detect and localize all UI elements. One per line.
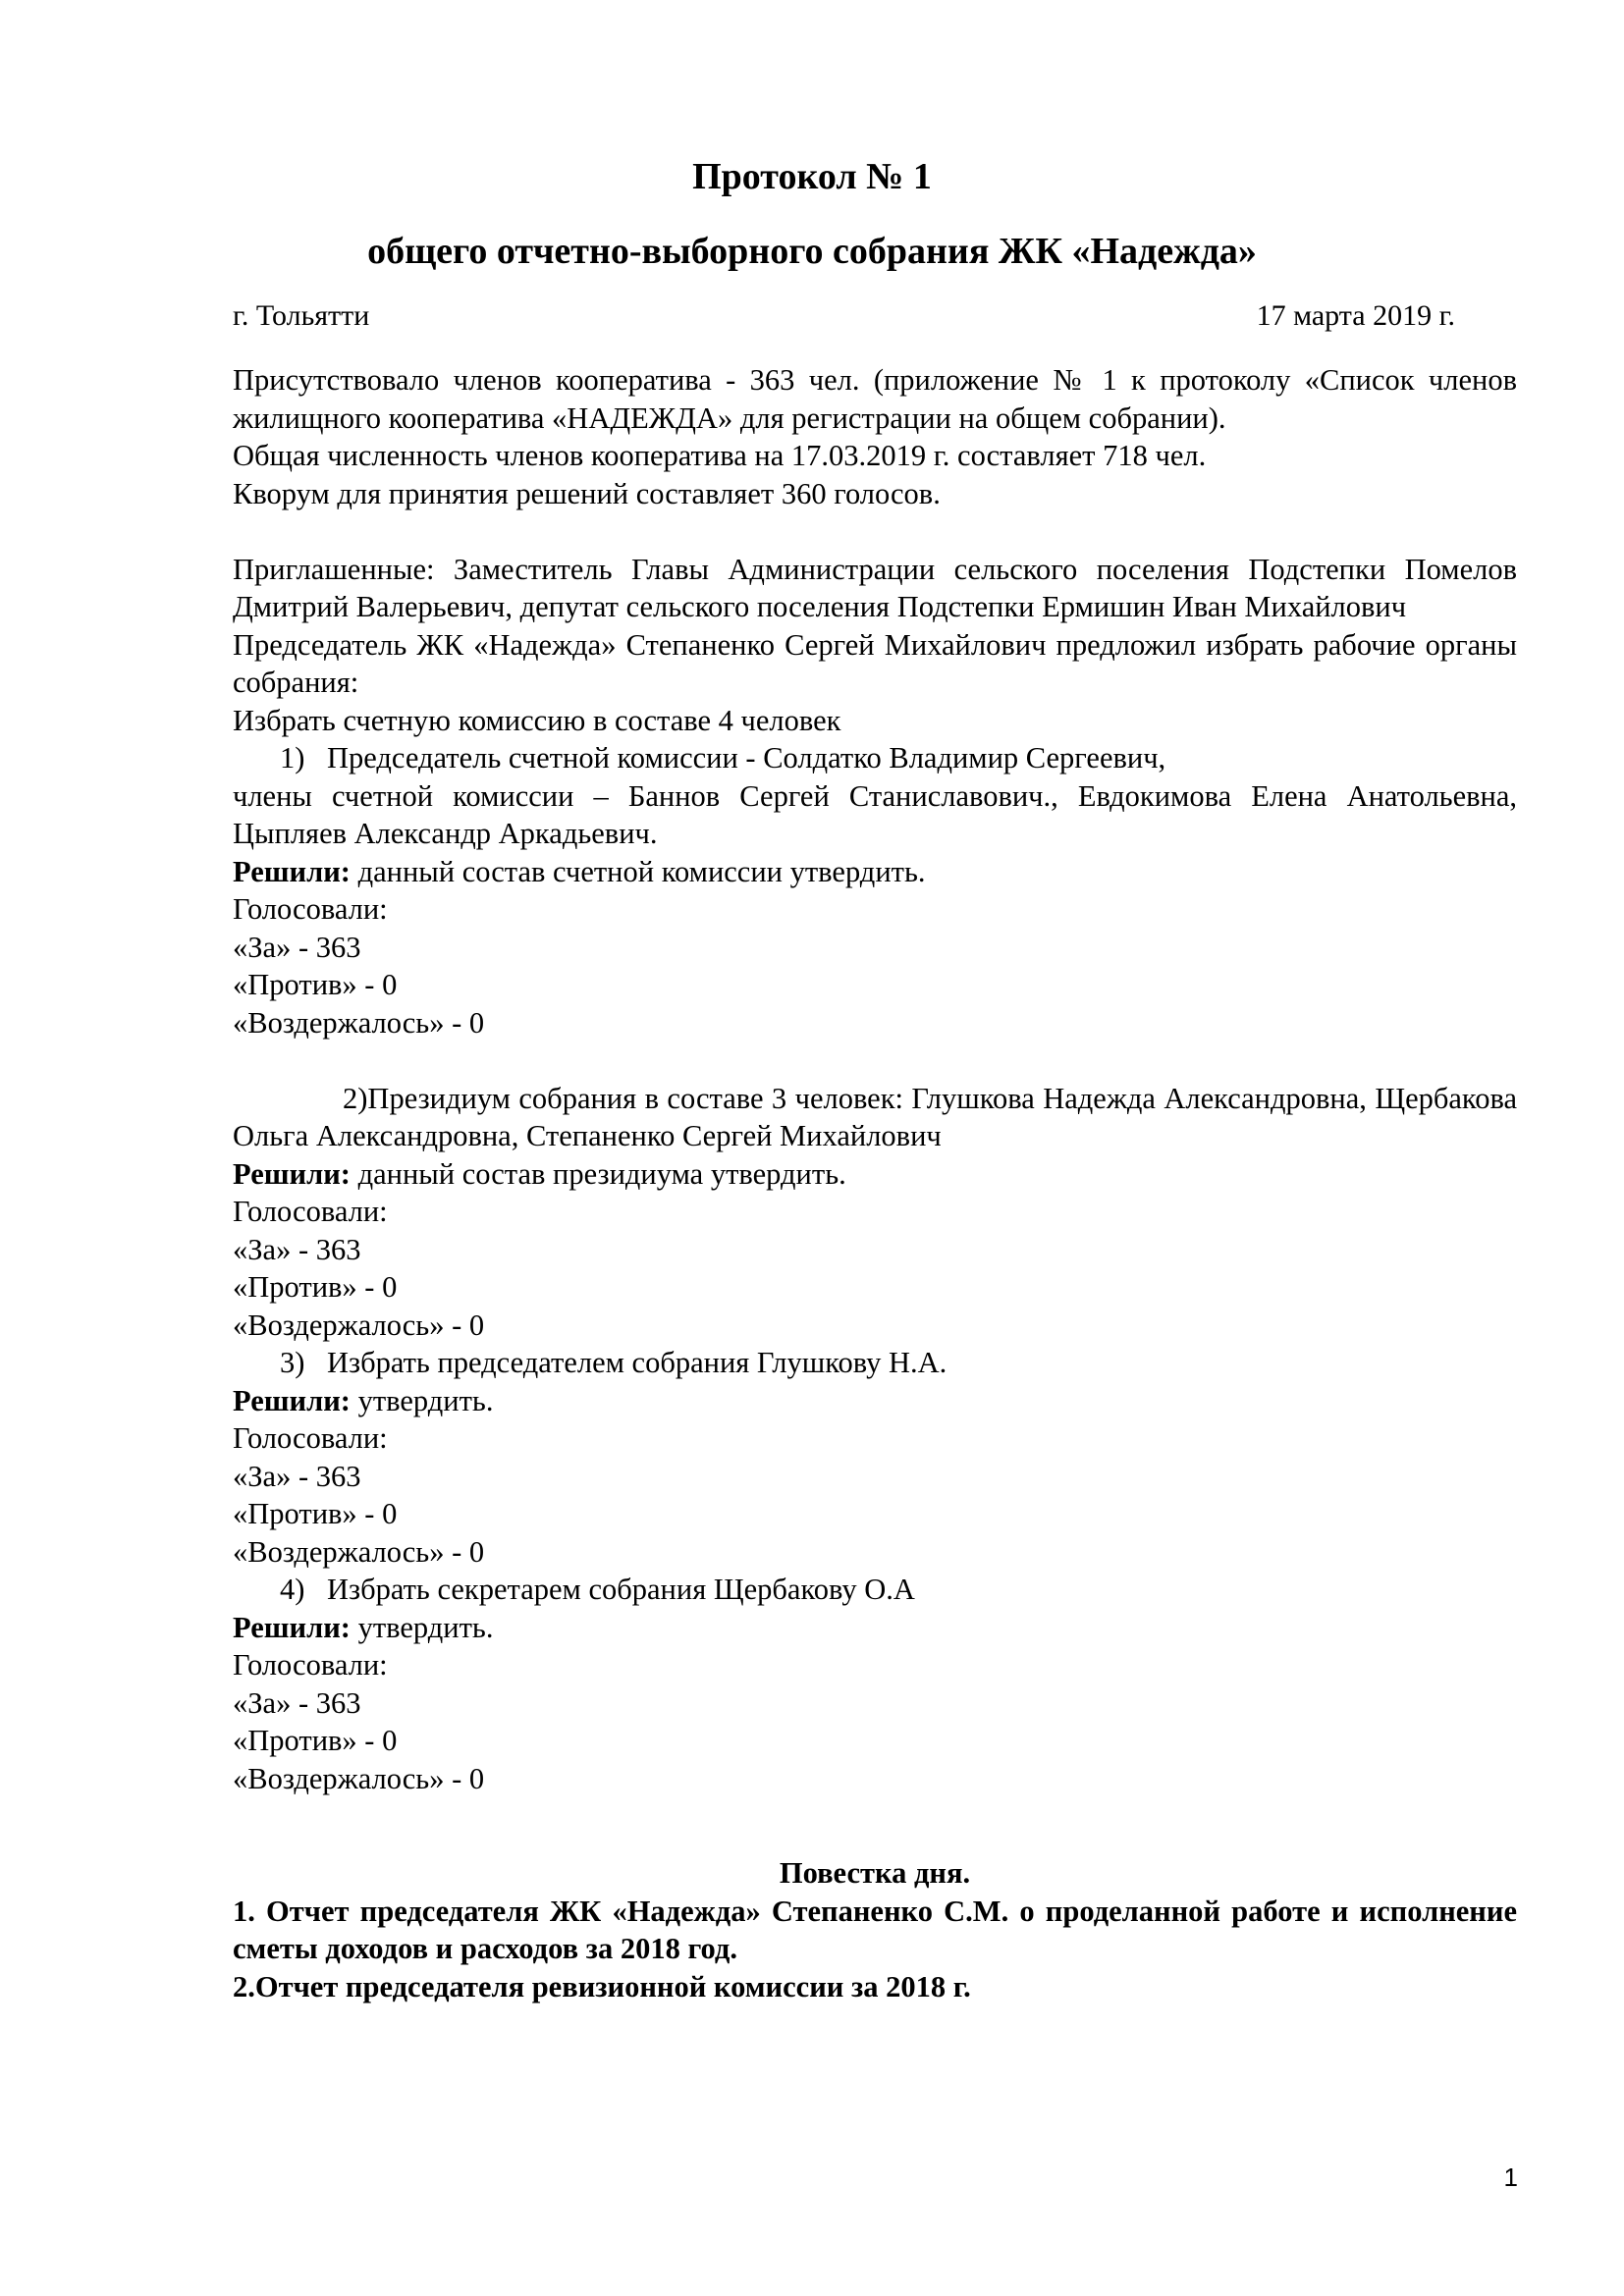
vote-for: «За» - 363 — [233, 1685, 361, 1720]
attendance-total: Общая численность членов кооператива на 17.03.2019 г. составляет 718 чел. — [233, 439, 1207, 472]
item-text: Избрать секретарем собрания Щербакову О.А — [327, 1573, 915, 1606]
vote-abstained: «Воздержалось» - 0 — [233, 1308, 485, 1342]
city: г. Тольятти — [233, 299, 370, 332]
voted-label: Голосовали: — [233, 1195, 388, 1228]
vote-against: «Против» - 0 — [233, 1724, 398, 1757]
decision-4 — [233, 1609, 1517, 1647]
vote-against: «Против» - 0 — [233, 1270, 398, 1304]
counting-commission-heading: Избрать счетную комиссию в составе 4 человек — [233, 703, 841, 737]
vote-abstained: «Воздержалось» - 0 — [233, 1761, 485, 1795]
item-1 — [233, 739, 1517, 777]
voted-label: Голосовали: — [233, 892, 388, 926]
agenda-title: Повестка дня. — [779, 1856, 971, 1890]
vote-against: «Против» - 0 — [233, 968, 398, 1001]
decision-text: данный состав президиума утвердить. — [357, 1156, 846, 1191]
spacer — [233, 1041, 1517, 1080]
vote-abstained: «Воздержалось» - 0 — [233, 1534, 485, 1569]
decision-label: Решили: — [233, 1156, 351, 1191]
item-4 — [233, 1571, 1517, 1609]
vote-for: «За» - 363 — [233, 930, 361, 964]
vote-abstained: «Воздержалось» - 0 — [233, 1005, 485, 1040]
document-body — [233, 361, 1517, 2005]
item-text: Председатель счетной комиссии - Солдатко Владимир Сергеевич, — [327, 741, 1166, 774]
decision-label: Решили: — [233, 854, 351, 888]
item-3 — [233, 1344, 1517, 1382]
spacer — [233, 512, 1517, 551]
item-1-continuation: члены счетной комиссии – Баннов Сергей Станиславович., Евдокимова Елена Анатольевна, Цыпляев Александр Аркадьевич. — [233, 778, 1517, 850]
attendance-present: Присутствовало членов кооператива - 363 чел. (приложение № 1 к протоколу «Список членов жилищного кооператива «НАДЕЖДА» для регистрации на общем собрании). — [233, 363, 1517, 435]
vote-for: «За» - 363 — [233, 1232, 361, 1266]
document-subtitle: общего отчетно-выборного собрания ЖК «Надежда» — [367, 231, 1257, 272]
decision-1 — [233, 853, 1517, 891]
spacer — [233, 1797, 1517, 1854]
agenda-item-2: 2.Отчет председателя ревизионной комиссии за 2018 г. — [233, 1969, 971, 2003]
decision-2 — [233, 1155, 1517, 1194]
decision-3 — [233, 1382, 1517, 1420]
document-title: Протокол № 1 — [692, 156, 932, 197]
voted-label: Голосовали: — [233, 1421, 388, 1455]
decision-text: утвердить. — [357, 1610, 494, 1644]
decision-label: Решили: — [233, 1383, 351, 1417]
item-number: 4) — [280, 1573, 305, 1606]
place-date-row — [233, 297, 1455, 335]
item-text: Избрать председателем собрания Глушкову Н.А. — [327, 1346, 947, 1379]
vote-for: «За» - 363 — [233, 1459, 361, 1493]
invited-guests: Приглашенные: Заместитель Главы Администрации сельского поселения Подстепки Помелов Дмитрий Валерьевич, депутат сельского поселения Подстепки Ермишин Иван Михайлович — [233, 552, 1517, 623]
item-2 — [233, 1080, 1517, 1155]
decision-label: Решили: — [233, 1610, 351, 1644]
decision-text: данный состав счетной комиссии утвердить. — [357, 854, 926, 888]
date: 17 марта 2019 г. — [1256, 299, 1455, 332]
voted-label: Голосовали: — [233, 1648, 388, 1682]
item-number: 1) — [280, 741, 305, 774]
item-number: 2) — [343, 1081, 368, 1115]
agenda-item-1: 1. Отчет председателя ЖК «Надежда» Степаненко С.М. о проделанной работе и исполнение сметы доходов и расходов за 2018 год. — [233, 1894, 1517, 1965]
chairman-proposal: Председатель ЖК «Надежда» Степаненко Сергей Михайлович предложил избрать рабочие органы собрания: — [233, 627, 1517, 699]
page-number: 1 — [1503, 2163, 1518, 2192]
vote-against: «Против» - 0 — [233, 1497, 398, 1530]
attendance-quorum: Кворум для принятия решений составляет 360 голосов. — [233, 476, 941, 510]
item-number: 3) — [280, 1346, 305, 1379]
decision-text: утвердить. — [357, 1383, 494, 1417]
item-text: Президиум собрания в составе 3 человек: Глушкова Надежда Александровна, Щербакова Ольга Александровна, Степаненко Сергей Михайлович — [233, 1081, 1517, 1152]
